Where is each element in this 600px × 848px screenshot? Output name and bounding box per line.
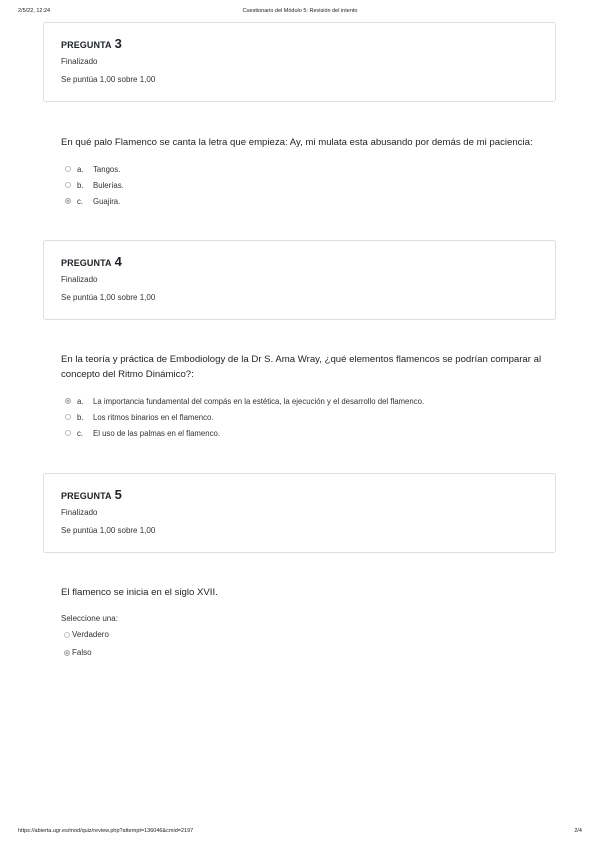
answer-letter: a.: [77, 164, 84, 174]
question-label: PREGUNTA: [61, 258, 112, 268]
answer-letter: c.: [77, 196, 84, 206]
question-state: Finalizado: [61, 275, 98, 284]
radio-checked[interactable]: [65, 398, 71, 404]
question-heading: [61, 35, 122, 53]
radio-checked[interactable]: [64, 650, 70, 656]
print-datetime: 2/5/22, 12:24: [18, 8, 51, 14]
answer-text: Verdadero: [72, 630, 109, 639]
answer-letter: c.: [77, 428, 84, 438]
question-number: 3: [114, 36, 122, 51]
question-text: En qué palo Flamenco se canta la letra que empieza: Ay, mi mulata esta abusando por demás de mi paciencia:: [61, 137, 533, 148]
answer-letter: b.: [77, 412, 84, 422]
radio-unchecked[interactable]: [65, 166, 71, 172]
question-text: En la teoría y práctica de Embodiology de la Dr S. Ama Wray, ¿qué elementos flamencos se podrían comparar al concepto del Ritmo Dinámico?:: [61, 354, 542, 380]
answer-option-true[interactable]: [64, 630, 109, 639]
answer-text: Tangos.: [93, 164, 121, 174]
question-grade: Se puntúa 1,00 sobre 1,00: [61, 293, 156, 302]
question-state: Finalizado: [61, 508, 98, 517]
answer-letter: b.: [77, 180, 84, 190]
question-info-card-5: [43, 473, 556, 553]
answer-option[interactable]: [65, 177, 124, 193]
print-page-number: 2/4: [574, 828, 582, 834]
answer-list: [65, 161, 124, 209]
answer-text: La importancia fundamental del compás en la estética, la ejecución y el desarrollo del flamenco.: [93, 396, 425, 406]
question-number: 4: [114, 254, 122, 269]
question-number: 5: [114, 487, 122, 502]
print-url: https://abierta.ugr.es/mod/quiz/review.php?attempt=136046&cmid=2197: [18, 828, 194, 834]
question-info-card-3: [43, 22, 556, 102]
print-doc-title: Cuestionario del Módulo 5: Revisión del intento: [242, 8, 358, 14]
print-footer: [18, 828, 582, 838]
question-text: El flamenco se inicia en el siglo XVII.: [61, 587, 218, 598]
question-heading: [61, 486, 122, 504]
answer-list: [65, 393, 424, 441]
print-header: [18, 8, 582, 18]
answer-option[interactable]: [65, 425, 424, 441]
answer-text: Guajira.: [93, 196, 121, 206]
answer-option[interactable]: [65, 193, 124, 209]
question-state: Finalizado: [61, 57, 98, 66]
answer-option[interactable]: [65, 409, 424, 425]
answer-option[interactable]: [65, 161, 124, 177]
question-info-card-4: [43, 240, 556, 320]
question-grade: Se puntúa 1,00 sobre 1,00: [61, 526, 156, 535]
answer-text: Falso: [72, 648, 92, 657]
answer-option-false[interactable]: [64, 648, 92, 657]
radio-unchecked[interactable]: [65, 182, 71, 188]
question-heading: [61, 253, 122, 271]
answer-text: Bulerías.: [93, 180, 124, 190]
radio-unchecked[interactable]: [64, 632, 70, 638]
radio-unchecked[interactable]: [65, 430, 71, 436]
radio-unchecked[interactable]: [65, 414, 71, 420]
question-grade: Se puntúa 1,00 sobre 1,00: [61, 75, 156, 84]
select-prompt: Seleccione una:: [61, 614, 118, 623]
question-label: PREGUNTA: [61, 491, 112, 501]
answer-letter: a.: [77, 396, 84, 406]
answer-option[interactable]: [65, 393, 424, 409]
question-label: PREGUNTA: [61, 40, 112, 50]
answer-text: Los ritmos binarios en el flamenco.: [93, 412, 214, 422]
answer-text: El uso de las palmas en el flamenco.: [93, 428, 220, 438]
radio-checked[interactable]: [65, 198, 71, 204]
